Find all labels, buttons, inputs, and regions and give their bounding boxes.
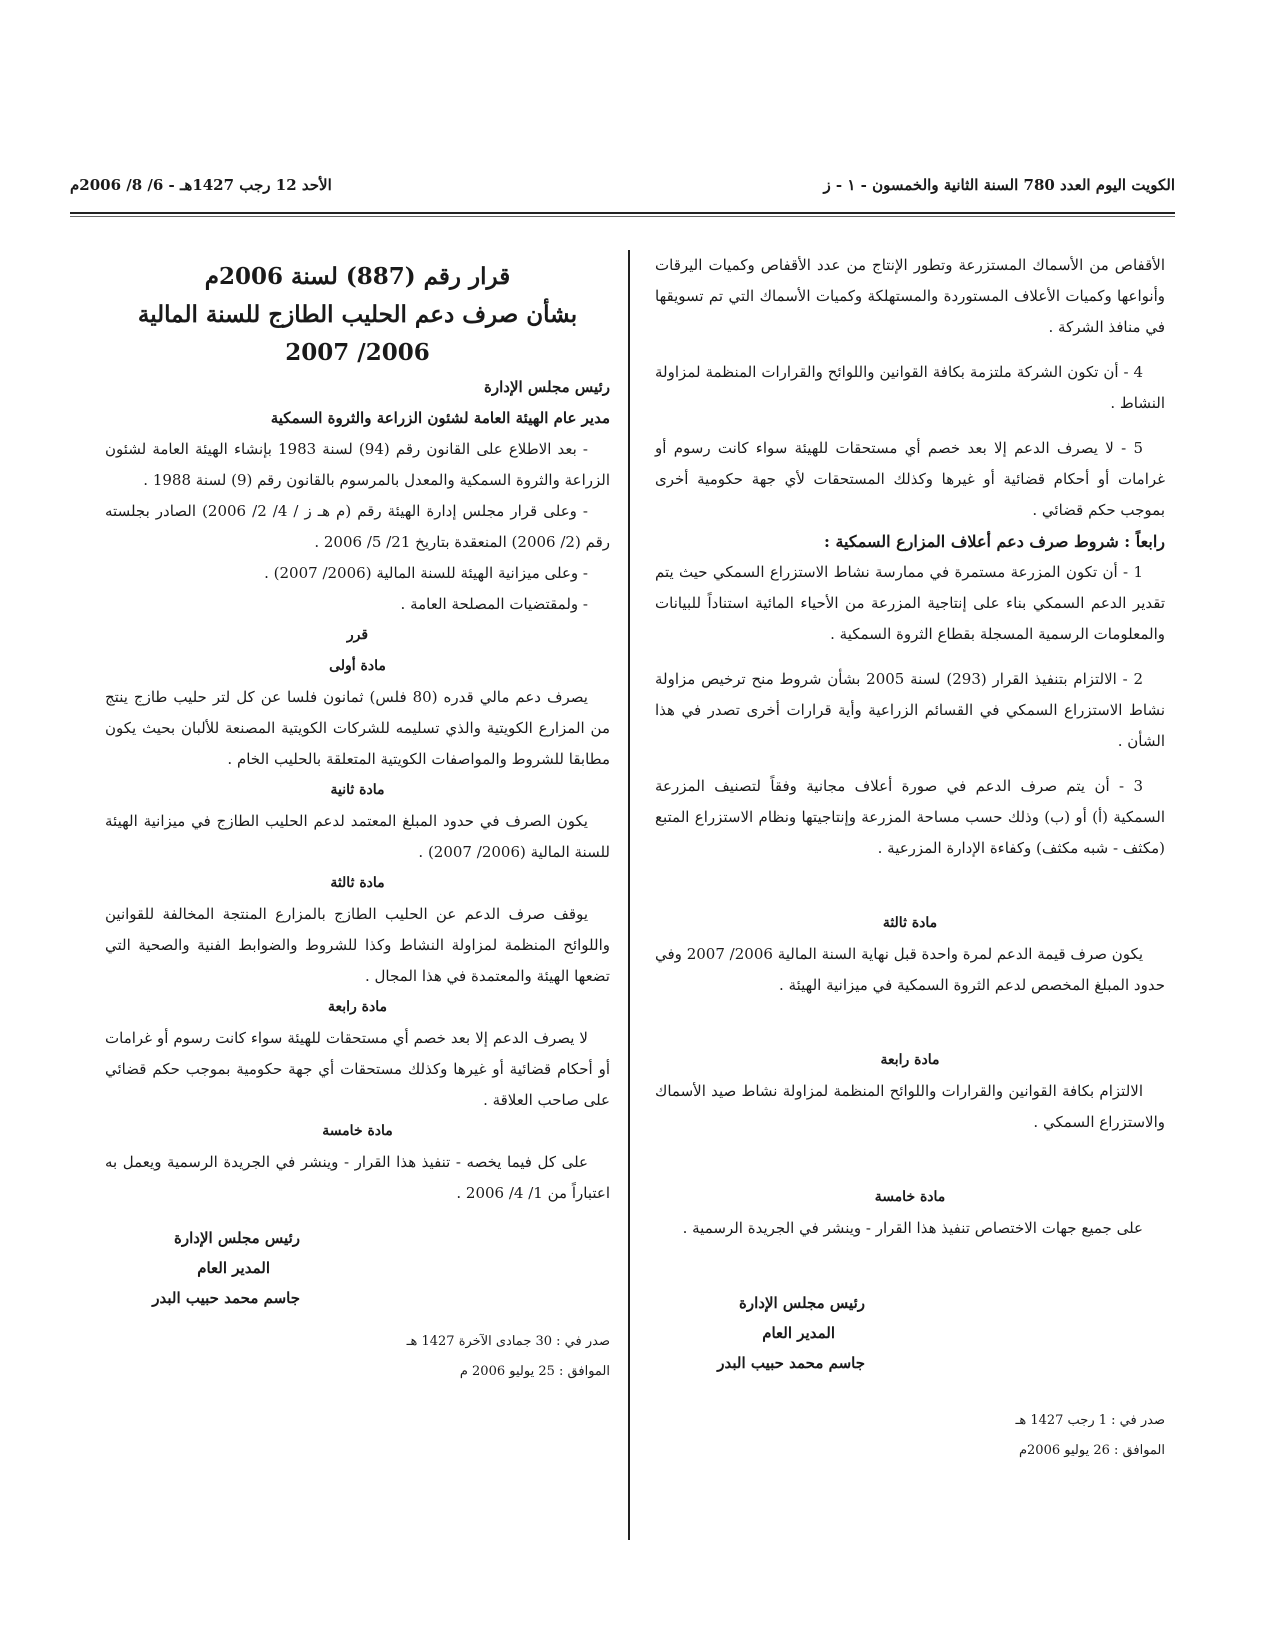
left-column (105, 258, 610, 1387)
article-2-text: يكون الصرف في حدود المبلغ المعتمد لدعم الحليب الطازج في ميزانية الهيئة للسنة المالية (2006/ 2007) . (105, 812, 610, 861)
article-5-heading: مادة خامسة (874, 1189, 946, 1205)
intro-paragraph: الأقفاص من الأسماك المستزرعة وتطور الإنتاج من عدد الأقفاص وكميات اليرقات وأنواعها وكميات الأعلاف المستوردة والمستهلكة وكميات الأسماك التي تم تسويقها في منافذ الشركة . (655, 256, 1165, 336)
right-column (655, 250, 1165, 1466)
article-4-text: لا يصرف الدعم إلا بعد خصم أي مستحقات للهيئة سواء كانت رسوم أو غرامات أو أحكام قضائية أو غيرها وكذلك مستحقات أي جهة حكومية بموجب حكم قضائي على صاحب العلاقة . (105, 1029, 610, 1109)
corresponding-date: الموافق : 26 يوليو 2006م (1018, 1443, 1165, 1458)
article-3-heading: مادة ثالثة (330, 875, 385, 891)
feed-condition-1: 1 - أن تكون المزرعة مستمرة في ممارسة نشاط الاستزراع السمكي حيث يتم تقدير الدعم السمكي بناء على إنتاجية المزرعة من الأحياء المائية استناداً للبيانات والمعلومات الرسمية المسجلة بقطاع الثروة السمكية . (655, 563, 1165, 643)
column-divider (628, 250, 630, 1540)
article-1-text: يصرف دعم مالي قدره (80 فلس) ثمانون فلسا عن كل لتر حليب طازج ينتج من المزارع الكويتية والذي تسليمه للشركات الكويتية المصنعة للألبان بحيث يكون مطابقا للشروط والمواصفات الكويتية المتعلقة بالحليب الخام . (105, 688, 610, 768)
page-header (70, 176, 1175, 200)
feed-condition-3: 3 - أن يتم صرف الدعم في صورة أعلاف مجانية وفقاً لتصنيف المزرعة السمكية (أ) أو (ب) وذلك حسب مساحة المزرعة وإنتاجيتها ونظام الاستزراع المتبع (مكثف - شبه مكثف) وكفاءة الإدارة المزرعية . (655, 777, 1165, 857)
article-3-text: يوقف صرف الدعم عن الحليب الطازج بالمزارع المنتجة المخالفة للقوانين واللوائح المنظمة لمزاولة النشاط وكذا للشروط والضوابط الفنية والصحية التي تضعها الهيئة والمعتمدة في هذا المجال . (105, 905, 610, 985)
article-5-text: على كل فيما يخصه - تنفيذ هذا القرار - وينشر في الجريدة الرسمية ويعمل به اعتباراً من 1/ 4/ 2006 . (105, 1153, 610, 1202)
condition-item-4: 4 - أن تكون الشركة ملتزمة بكافة القوانين واللوائح والقرارات المنظمة لمزاولة النشاط . (655, 363, 1165, 412)
article-3-text: يكون صرف قيمة الدعم لمرة واحدة قبل نهاية السنة المالية 2006/ 2007 وفي حدود المبلغ المخصص لدعم الثروة السمكية في ميزانية الهيئة . (655, 945, 1165, 994)
section-heading-4: رابعاً : شروط صرف دعم أعلاف المزارع السمكية : (824, 532, 1165, 551)
preamble-3: - وعلى ميزانية الهيئة للسنة المالية (2006/ 2007) . (264, 564, 588, 582)
issued-date: صدر في : 1 رجب 1427 هـ (1015, 1413, 1165, 1428)
article-2-heading: مادة ثانية (330, 782, 385, 798)
issuer-role: مدير عام الهيئة العامة لشئون الزراعة والثروة السمكية (270, 409, 610, 427)
signature-name: جاسم محمد حبيب البدر (717, 1354, 865, 1372)
feed-condition-2: 2 - الالتزام بتنفيذ القرار (293) لسنة 2005 بشأن شروط منح ترخيص مزاولة نشاط الاستزراع السمكي في القسائم الزراعية وأية قرارات أخرى تصدر في هذا الشأن . (655, 670, 1165, 750)
header-rule-thin (70, 216, 1175, 217)
article-1-heading: مادة أولى (329, 658, 386, 674)
signature-block (655, 1288, 1165, 1378)
signature-role: المدير العام (197, 1259, 270, 1277)
signature-block (105, 1223, 610, 1313)
header-rule (70, 212, 1175, 214)
signature-title: رئيس مجلس الإدارة (174, 1229, 300, 1247)
decision-title: قرار رقم (887) لسنة 2006م (204, 263, 511, 290)
preamble-1: - بعد الاطلاع على القانون رقم (94) لسنة 1983 بإنشاء الهيئة العامة لشئون الزراعة والثروة السمكية والمعدل بالمرسوم بالقانون رقم (9) لسنة 1988 . (105, 440, 610, 489)
decision-subject: بشأن صرف دعم الحليب الطازج للسنة المالية (137, 301, 578, 328)
article-4-heading: مادة رابعة (880, 1052, 940, 1068)
decision-fiscal-year: 2006/ 2007 (285, 339, 430, 366)
header-date: الأحد 12 رجب 1427هـ - 6/ 8/ 2006م (70, 176, 332, 194)
article-5-text: على جميع جهات الاختصاص تنفيذ هذا القرار - وينشر في الجريدة الرسمية . (682, 1219, 1143, 1237)
preamble-2: - وعلى قرار مجلس إدارة الهيئة رقم (م هـ ز / 4/ 2/ 2006) الصادر بجلسته رقم (2/ 2006) المنعقدة بتاريخ 21/ 5/ 2006 . (105, 502, 610, 551)
condition-item-5: 5 - لا يصرف الدعم إلا بعد خصم أي مستحقات للهيئة سواء كانت رسوم أو غرامات أو أحكام قضائية أو غيرها وكذلك المستحقات لأي جهة حكومية أخرى بموجب حكم قضائي . (655, 439, 1165, 519)
article-5-heading: مادة خامسة (322, 1123, 393, 1139)
issuer-title: رئيس مجلس الإدارة (484, 378, 610, 396)
article-4-text: الالتزام بكافة القوانين والقرارات واللوائح المنظمة لمزاولة نشاط صيد الأسماك والاستزراع السمكي . (655, 1082, 1165, 1131)
article-3-heading: مادة ثالثة (882, 915, 938, 931)
signature-name: جاسم محمد حبيب البدر (152, 1289, 300, 1307)
preamble-4: - ولمقتضيات المصلحة العامة . (400, 595, 588, 613)
header-publication: الكويت اليوم العدد 780 السنة الثانية والخمسون - ١ - ز (823, 176, 1175, 194)
article-4-heading: مادة رابعة (327, 999, 387, 1015)
signature-title: رئيس مجلس الإدارة (739, 1294, 865, 1312)
signature-role: المدير العام (762, 1324, 835, 1342)
issued-date: صدر في : 30 جمادى الآخرة 1427 هـ (406, 1334, 610, 1349)
decided-heading: قرر (346, 627, 369, 643)
corresponding-date: الموافق : 25 يوليو 2006 م (459, 1364, 610, 1379)
